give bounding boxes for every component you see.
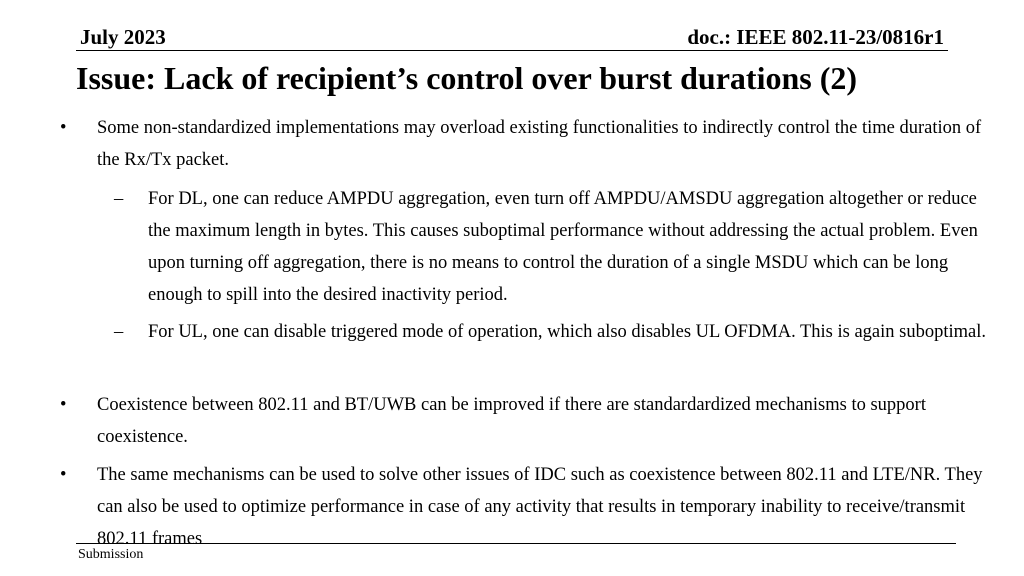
sub-bullet-marker: – [114, 189, 124, 209]
bullet-text: Coexistence between 802.11 and BT/UWB can be improved if there are standardardized mechanisms to support coexistence. [97, 395, 926, 447]
sub-bullet-marker: – [114, 322, 124, 342]
bullet-item [60, 112, 992, 176]
bullet-marker: • [60, 465, 67, 485]
bullet-text: The same mechanisms can be used to solve other issues of IDC such as coexistence between 802.11 and LTE/NR. They can also be used to optimize performance in case of any activity that results in temporary inability to receive/transmit 802.11 frames [97, 465, 983, 549]
header-divider [76, 50, 948, 51]
sub-bullet-item [114, 183, 998, 311]
header-date: July 2023 [80, 25, 166, 49]
sub-bullet-item [114, 316, 998, 348]
footer-submission: Submission [78, 547, 144, 562]
slide-title: Issue: Lack of recipient’s control over burst durations (2) [76, 60, 858, 96]
sub-bullet-text: For UL, one can disable triggered mode of operation, which also disables UL OFDMA. This is again suboptimal. [148, 322, 987, 342]
bullet-item [60, 389, 992, 453]
bullet-marker: • [60, 395, 67, 415]
header-doc-id: doc.: IEEE 802.11-23/0816r1 [687, 25, 944, 49]
sub-bullet-text: For DL, one can reduce AMPDU aggregation, even turn off AMPDU/AMSDU aggregation altogether or reduce the maximum length in bytes. This causes suboptimal performance without addressing the actual problem. Even upon turning off aggregation, there is no means to control the duration of a single MSDU which can be long enough to spill into the desired inactivity period. [148, 189, 978, 305]
bullet-text: Some non-standardized implementations may overload existing functionalities to indirectly control the time duration of the Rx/Tx packet. [97, 118, 982, 170]
footer-divider [76, 543, 956, 544]
bullet-marker: • [60, 118, 67, 138]
